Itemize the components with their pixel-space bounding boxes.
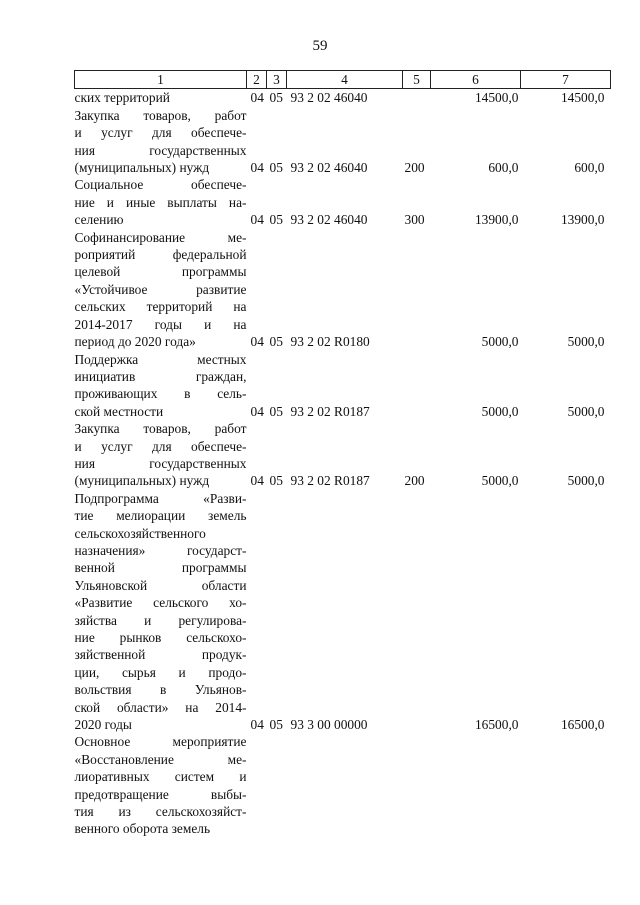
table-header bbox=[75, 71, 611, 89]
amount-year-2: 5000,0 bbox=[567, 403, 605, 419]
amount-year-2: 5000,0 bbox=[567, 473, 605, 489]
section-code: 04 bbox=[250, 403, 264, 419]
item-name-line: «Устойчивое развитие bbox=[74, 281, 247, 297]
amount-year-1: 14500,0 bbox=[474, 90, 519, 106]
item-name-line: ской местности bbox=[74, 403, 164, 419]
item-name-line: Поддержка местных bbox=[74, 351, 247, 367]
amount-year-1: 600,0 bbox=[488, 160, 519, 176]
header-row bbox=[75, 71, 611, 89]
item-name-line: тия из сельскохозяйст- bbox=[74, 804, 247, 820]
item-name-line: целевой программы bbox=[74, 264, 247, 280]
amount-year-2: 13900,0 bbox=[560, 212, 605, 228]
item-name-line: тие мелиорации земель bbox=[74, 508, 247, 524]
target-article-code: 93 2 02 R0187 bbox=[290, 473, 370, 489]
item-name-line: предотвращение выбы- bbox=[74, 786, 247, 802]
section-code: 04 bbox=[250, 717, 264, 733]
amount-year-1: 5000,0 bbox=[481, 403, 519, 419]
item-name-line: селению bbox=[74, 212, 124, 228]
expense-type-code bbox=[403, 733, 431, 837]
item-name-line: лиоративных систем и bbox=[74, 769, 247, 785]
budget-table bbox=[74, 70, 611, 838]
item-name-line: и услуг для обеспече- bbox=[74, 438, 247, 454]
item-name-line: сельских территорий на bbox=[74, 299, 247, 315]
amount-year-1: 16500,0 bbox=[474, 717, 519, 733]
amount-year-2: 5000,0 bbox=[567, 334, 605, 350]
expense-type-code: 200 bbox=[404, 473, 425, 489]
expense-type-code: 200 bbox=[404, 160, 425, 176]
item-name-line: Основное мероприятие bbox=[74, 734, 247, 750]
item-name-line: роприятий федеральной bbox=[74, 247, 247, 263]
subsection-code bbox=[267, 733, 287, 837]
amount-year-2 bbox=[521, 733, 611, 837]
section-code bbox=[247, 733, 267, 837]
section-code: 04 bbox=[250, 473, 264, 489]
item-name-line: период до 2020 года» bbox=[74, 334, 196, 350]
amount-year-2: 600,0 bbox=[574, 160, 605, 176]
item-name-line: ния государственных bbox=[74, 455, 247, 471]
column-header-7: 7 bbox=[521, 71, 611, 89]
item-name bbox=[75, 490, 247, 734]
item-name-line: «Развитие сельского хо- bbox=[74, 595, 247, 611]
subsection-code: 05 bbox=[269, 473, 283, 489]
item-name-line: ние и иные выплаты на- bbox=[74, 194, 247, 210]
item-name bbox=[75, 351, 247, 421]
table-row bbox=[75, 733, 611, 837]
amount-year-2: 14500,0 bbox=[560, 90, 605, 106]
target-article-code: 93 2 02 R0180 bbox=[290, 334, 370, 350]
expense-type-code bbox=[403, 229, 431, 351]
page-number: 59 bbox=[312, 38, 328, 54]
item-name-line: 2020 годы bbox=[74, 717, 132, 733]
item-name-line: Ульяновской области bbox=[74, 577, 247, 593]
item-name bbox=[75, 176, 247, 228]
subsection-code: 05 bbox=[269, 403, 283, 419]
table-row bbox=[75, 107, 611, 177]
column-header-2: 2 bbox=[247, 71, 267, 89]
column-header-6: 6 bbox=[431, 71, 521, 89]
subsection-code: 05 bbox=[269, 90, 283, 106]
subsection-code: 05 bbox=[269, 212, 283, 228]
item-name-line: сельскохозяйственного bbox=[74, 525, 206, 541]
expense-type-code bbox=[403, 490, 431, 734]
item-name bbox=[75, 89, 247, 107]
column-header-1: 1 bbox=[75, 71, 247, 89]
table-row bbox=[75, 229, 611, 351]
item-name-line: ских территорий bbox=[74, 90, 170, 106]
item-name-line: Закупка товаров, работ bbox=[74, 107, 247, 123]
column-header-4: 4 bbox=[287, 71, 403, 89]
item-name-line: вольствия в Ульянов- bbox=[74, 682, 247, 698]
item-name bbox=[75, 420, 247, 490]
item-name-line: Софинансирование ме- bbox=[74, 229, 247, 245]
item-name bbox=[75, 107, 247, 177]
item-name-line: Подпрограмма «Разви- bbox=[74, 490, 247, 506]
section-code: 04 bbox=[250, 90, 264, 106]
item-name-line: проживающих в сель- bbox=[74, 386, 247, 402]
target-article-code: 93 2 02 46040 bbox=[290, 160, 368, 176]
amount-year-1 bbox=[431, 733, 521, 837]
item-name bbox=[75, 733, 247, 837]
column-header-3: 3 bbox=[267, 71, 287, 89]
amount-year-1: 13900,0 bbox=[474, 212, 519, 228]
item-name-line: инициатив граждан, bbox=[74, 368, 247, 384]
item-name-line: назначения» государст- bbox=[74, 542, 247, 558]
item-name-line: зяйства и регулирова- bbox=[74, 612, 247, 628]
table-row bbox=[75, 351, 611, 421]
item-name-line: Закупка товаров, работ bbox=[74, 421, 247, 437]
column-header-5: 5 bbox=[403, 71, 431, 89]
item-name bbox=[75, 229, 247, 351]
item-name-line: зяйственной продук- bbox=[74, 647, 247, 663]
expense-type-code bbox=[403, 89, 431, 107]
target-article-code: 93 3 00 00000 bbox=[290, 717, 368, 733]
section-code: 04 bbox=[250, 334, 264, 350]
item-name-line: и услуг для обеспече- bbox=[74, 125, 247, 141]
amount-year-2: 16500,0 bbox=[560, 717, 605, 733]
expense-type-code: 300 bbox=[404, 212, 425, 228]
item-name-line: ние рынков сельскохо- bbox=[74, 630, 247, 645]
item-name-line: (муниципальных) нужд bbox=[74, 473, 210, 489]
subsection-code: 05 bbox=[269, 160, 283, 176]
target-article-code bbox=[287, 733, 403, 837]
item-name-line: ской области» на 2014- bbox=[74, 699, 247, 715]
expense-type-code bbox=[403, 351, 431, 421]
amount-year-1: 5000,0 bbox=[481, 334, 519, 350]
section-code: 04 bbox=[250, 160, 264, 176]
item-name-line: венного оборота земель bbox=[74, 821, 211, 837]
item-name-line: ции, сырья и продо- bbox=[74, 664, 247, 680]
item-name-line: 2014-2017 годы и на bbox=[74, 316, 247, 332]
subsection-code: 05 bbox=[269, 334, 283, 350]
target-article-code: 93 2 02 R0187 bbox=[290, 403, 370, 419]
table-row bbox=[75, 176, 611, 228]
target-article-code: 93 2 02 46040 bbox=[290, 212, 368, 228]
table-row bbox=[75, 89, 611, 107]
section-code: 04 bbox=[250, 212, 264, 228]
table-body bbox=[75, 89, 611, 838]
target-article-code: 93 2 02 46040 bbox=[290, 90, 368, 106]
item-name-line: Социальное обеспече- bbox=[74, 177, 247, 193]
subsection-code: 05 bbox=[269, 717, 283, 733]
item-name-line: ния государственных bbox=[74, 142, 247, 158]
table-row bbox=[75, 490, 611, 734]
table-row bbox=[75, 420, 611, 490]
item-name-line: «Восстановление ме- bbox=[74, 751, 247, 767]
amount-year-1: 5000,0 bbox=[481, 473, 519, 489]
item-name-line: (муниципальных) нужд bbox=[74, 160, 210, 176]
item-name-line: венной программы bbox=[74, 560, 247, 576]
